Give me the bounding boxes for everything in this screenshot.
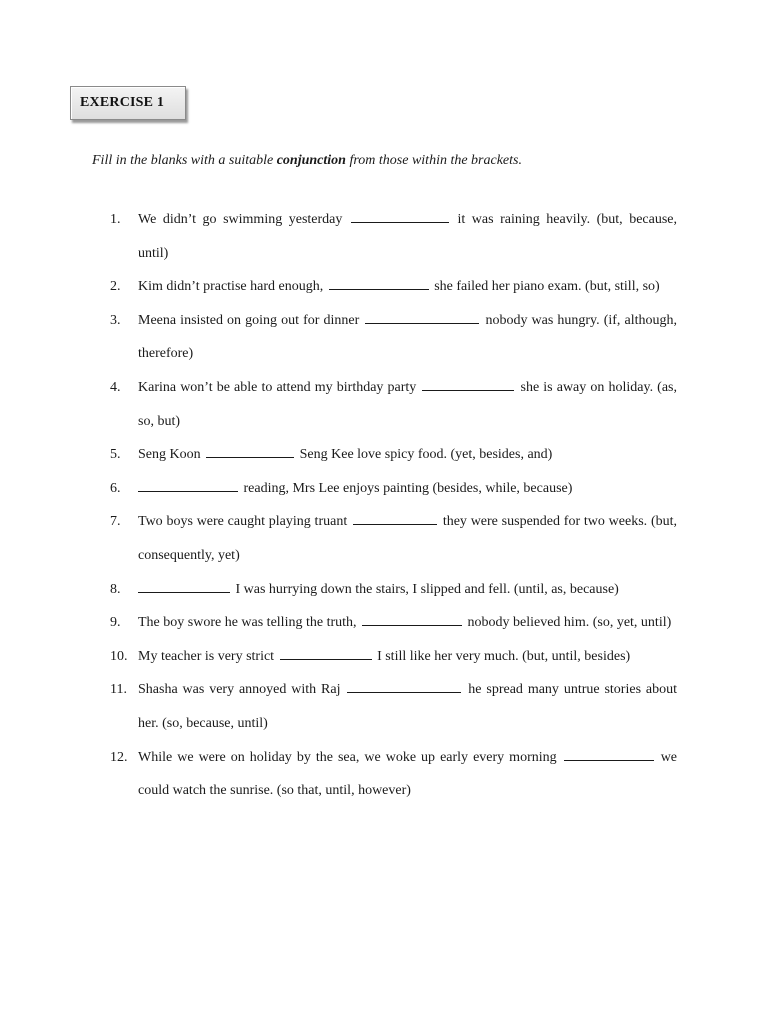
question-text-before: Shasha was very annoyed with Raj	[138, 682, 341, 698]
question-list	[110, 203, 677, 808]
answer-blank[interactable]	[422, 376, 514, 391]
question-text-after: Seng Kee love spicy food. (yet, besides, and)	[299, 447, 553, 463]
question-number: 10.	[110, 648, 128, 664]
exercise-title: EXERCISE 1	[80, 95, 165, 110]
question-text-after: he spread many untrue stories about her. (so, because, until)	[138, 682, 678, 731]
instruction-before: Fill in the blanks with a suitable	[92, 153, 277, 168]
question-text-before: While we were on holiday by the sea, we woke up early every morning	[138, 749, 557, 765]
question-6	[110, 472, 677, 506]
question-7	[110, 505, 677, 572]
question-text-after: nobody believed him. (so, yet, until)	[467, 615, 672, 631]
question-text-after: it was raining heavily. (but, because, until)	[138, 212, 678, 261]
question-number: 7.	[110, 514, 121, 530]
question-number: 3.	[110, 312, 121, 328]
answer-blank[interactable]	[329, 275, 429, 290]
question-number: 8.	[110, 581, 121, 597]
answer-blank[interactable]	[351, 208, 449, 223]
answer-blank[interactable]	[365, 309, 479, 324]
question-12	[110, 741, 677, 808]
question-text-before: Karina won’t be able to attend my birthday party	[138, 379, 417, 395]
question-number: 2.	[110, 279, 121, 295]
question-number: 9.	[110, 615, 121, 631]
question-text-after: we could watch the sunrise. (so that, until, however)	[138, 749, 678, 799]
answer-blank[interactable]	[347, 678, 461, 693]
question-text-before: Kim didn’t practise hard enough,	[138, 279, 324, 295]
instruction-keyword: conjunction	[276, 153, 346, 168]
question-10	[110, 640, 677, 674]
question-4	[110, 371, 677, 438]
answer-blank[interactable]	[362, 611, 462, 626]
question-number: 6.	[110, 480, 121, 496]
question-number: 5.	[110, 447, 121, 463]
question-text-after: I still like her very much. (but, until, besides)	[377, 648, 631, 664]
question-3	[110, 304, 677, 371]
answer-blank[interactable]	[280, 645, 372, 660]
question-9	[110, 606, 677, 640]
question-text-before: Seng Koon	[138, 447, 201, 463]
question-number: 12.	[110, 749, 128, 765]
question-text-after: she is away on holiday. (as, so, but)	[138, 379, 677, 429]
question-number: 4.	[110, 379, 121, 395]
instruction-after: from those within the brackets.	[345, 153, 522, 168]
question-11	[110, 673, 677, 740]
question-text-before: We didn’t go swimming yesterday	[138, 212, 343, 227]
question-text-after: I was hurrying down the stairs, I slipped and fell. (until, as, because)	[235, 581, 619, 597]
answer-blank[interactable]	[206, 443, 294, 458]
question-number: 1.	[110, 212, 121, 227]
question-text-before: My teacher is very strict	[138, 648, 275, 664]
question-text-after: they were suspended for two weeks. (but, consequently, yet)	[138, 514, 678, 563]
question-text-before: Two boys were caught playing truant	[138, 514, 348, 530]
answer-blank[interactable]	[564, 746, 654, 761]
answer-blank[interactable]	[138, 578, 230, 593]
question-number: 11.	[110, 682, 127, 698]
question-text-before: The boy swore he was telling the truth,	[138, 615, 357, 631]
question-8	[110, 573, 677, 607]
question-text-after: she failed her piano exam. (but, still, so)	[434, 279, 660, 295]
question-5	[110, 438, 677, 472]
question-text-after: reading, Mrs Lee enjoys painting (besides, while, because)	[243, 480, 573, 496]
instruction-text	[92, 152, 712, 170]
answer-blank[interactable]	[138, 477, 238, 492]
question-text-before: Meena insisted on going out for dinner	[138, 312, 360, 328]
question-1	[110, 203, 677, 270]
answer-blank[interactable]	[353, 510, 437, 525]
exercise-title-box	[70, 86, 186, 120]
question-2	[110, 270, 677, 304]
question-text-after: nobody was hungry. (if, although, therefore)	[138, 312, 678, 362]
